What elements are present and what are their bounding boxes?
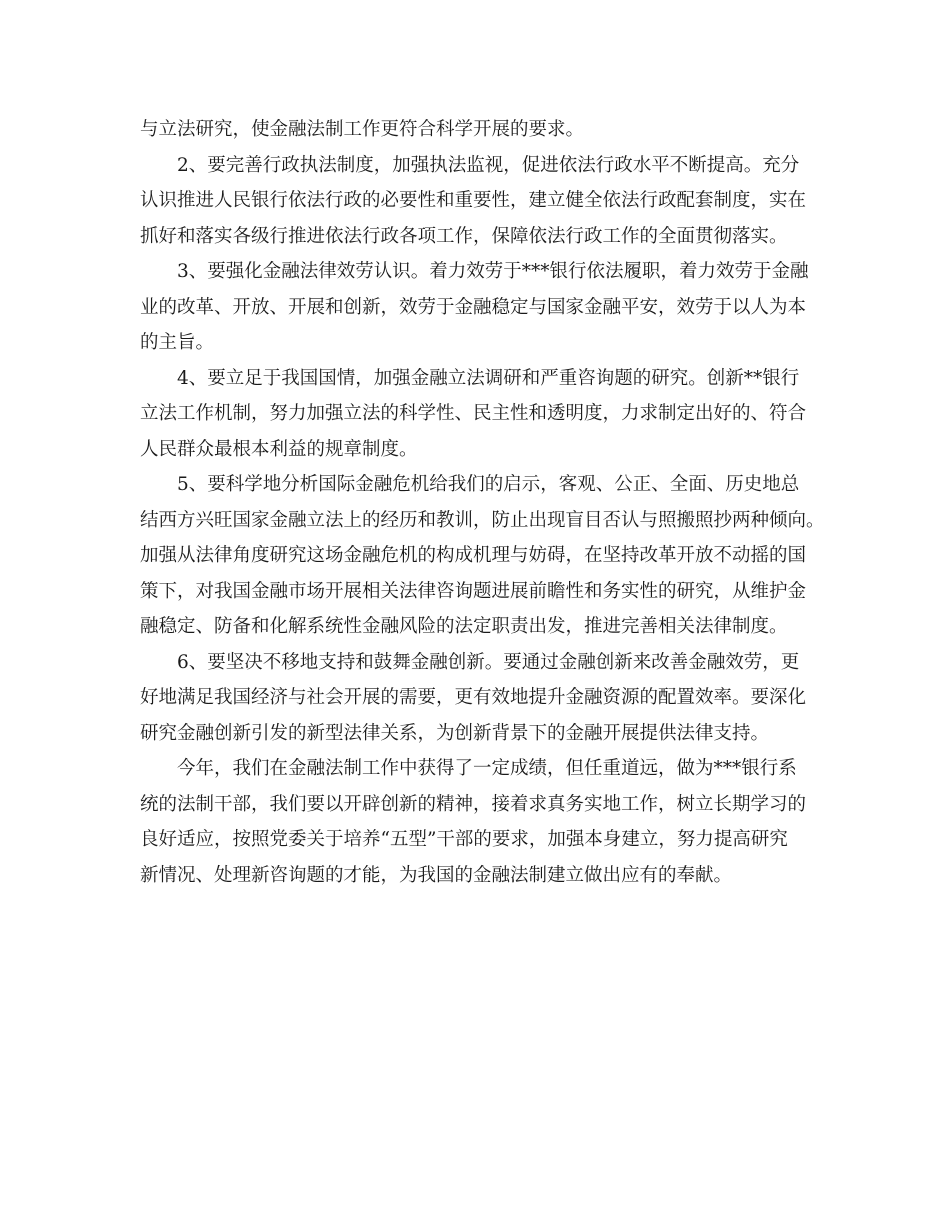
text-line: 立法工作机制，努力加强立法的科学性、民主性和透明度，力求制定出好的、符合 — [140, 403, 807, 424]
text-line: 融稳定、防备和化解系统性金融风险的法定职责出发，推进完善相关法律制度。 — [140, 616, 788, 637]
text-line: 统的法制干部，我们要以开辟创新的精神，接着求真务实地工作，树立长期学习的 — [140, 793, 807, 815]
text-line: 良好适应，按照党委关于培养“五型”干部的要求，加强本身建立，努力提高研究 — [140, 829, 788, 850]
text-line: 4、要立足于我国国情，加强金融立法调研和严重咨询题的研究。创新**银行 — [177, 367, 800, 389]
text-line: 策下，对我国金融市场开展相关法律咨询题进展前瞻性和务实性的研究，从维护金 — [140, 580, 807, 602]
text-line: 2、要完善行政执法制度，加强执法监视，促进依法行政水平不断提高。充分 — [177, 154, 800, 176]
text-line: 今年，我们在金融法制工作中获得了一定成绩，但任重道远，做为***银行系 — [177, 758, 797, 779]
text-line: 认识推进人民银行依法行政的必要性和重要性，建立健全依法行政配套制度，实在 — [140, 190, 807, 211]
text-line: 好地满足我国经济与社会开展的需要，更有效地提升金融资源的配置效率。要深化 — [140, 687, 807, 708]
text-line: 人民群众最根本利益的规章制度。 — [140, 438, 418, 460]
text-line: 6、要坚决不移地支持和鼓舞金融创新。要通过金融创新来改善金融效劳，更 — [177, 651, 800, 673]
document-body — [140, 112, 825, 893]
text-line: 研究金融创新引发的新型法律关系，为创新背景下的金融开展提供法律支持。 — [140, 722, 770, 744]
text-line: 与立法研究，使金融法制工作更符合科学开展的要求。 — [140, 119, 585, 140]
text-line: 5、要科学地分析国际金融危机给我们的启示，客观、公正、全面、历史地总 — [177, 474, 800, 495]
text-line: 业的改革、开放、开展和创新，效劳于金融稳定与国家金融平安，效劳于以人为本 — [140, 296, 807, 318]
text-line: 的主旨。 — [140, 332, 215, 353]
text-line: 结西方兴旺国家金融立法上的经历和教训，防止出现盲目否认与照搬照抄两种倾向。 — [140, 509, 825, 531]
text-line: 加强从法律角度研究这场金融危机的构成机理与妨碍，在坚持改革开放不动摇的国 — [140, 545, 807, 566]
text-line: 3、要强化金融法律效劳认识。着力效劳于***银行依法履职，着力效劳于金融 — [177, 261, 809, 282]
text-line: 抓好和落实各级行推进依法行政各项工作，保障依法行政工作的全面贯彻落实。 — [140, 225, 788, 247]
text-line: 新情况、处理新咨询题的才能，为我国的金融法制建立做出应有的奉献。 — [140, 864, 733, 886]
